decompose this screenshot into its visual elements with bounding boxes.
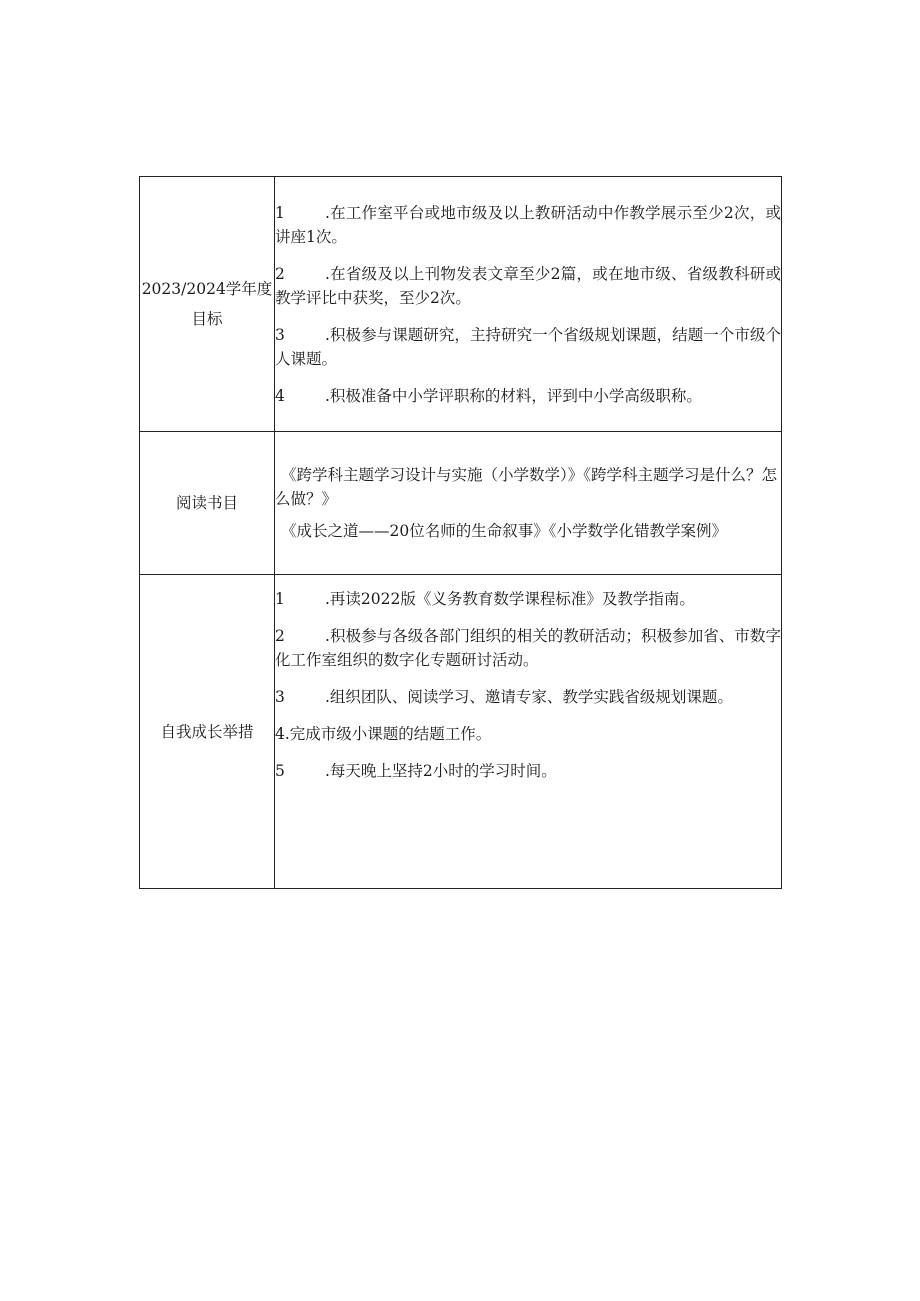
growth-row	[140, 575, 782, 889]
growth-label: 自我成长举措	[140, 575, 275, 889]
reading-label: 阅读书目	[140, 432, 275, 575]
item-number: 5	[275, 762, 285, 780]
goal-item	[275, 384, 781, 408]
goal-item	[275, 323, 781, 371]
item-number: 2	[275, 264, 285, 283]
measure-item	[275, 624, 781, 672]
item-text: .积极参与课题研究，主持研究一个省级规划课题，结题一个市级个人课题。	[275, 325, 781, 368]
book-list-line: 《跨学科主题学习设计与实施（小学数学）》《跨学科主题学习是什么？怎么做？》	[275, 466, 778, 508]
growth-content	[275, 575, 782, 889]
item-number: 1	[275, 590, 285, 608]
goal-item	[275, 201, 781, 249]
item-text: .在省级及以上刊物发表文章至少2篇，或在地市级、省级教科研或教学评比中获奖，至少2次。	[275, 264, 781, 307]
item-text: .每天晚上坚持2小时的学习时间。	[325, 762, 557, 780]
measure-item	[275, 685, 781, 709]
goal-item	[275, 262, 781, 310]
item-number: 4	[275, 386, 285, 405]
measure-item	[275, 759, 781, 783]
measure-item	[275, 587, 781, 611]
item-text: .组织团队、阅读学习、邀请专家、教学实践省级规划课题。	[325, 688, 733, 706]
goals-label: 2023/2024学年度目标	[140, 177, 275, 432]
item-text: .再读2022版《义务教育数学课程标准》及教学指南。	[325, 590, 695, 608]
measure-item	[275, 722, 781, 746]
item-text: .积极参与各级各部门组织的相关的教研活动；积极参加省、市数字化工作室组织的数字化专题研讨活动。	[275, 627, 781, 669]
item-text: 4.完成市级小课题的结题工作。	[275, 725, 492, 743]
item-number: 2	[275, 627, 285, 645]
item-text: .在工作室平台或地市级及以上教研活动中作教学展示至少2次，或讲座1次。	[275, 203, 781, 246]
item-number: 1	[275, 203, 285, 222]
item-number: 3	[275, 688, 285, 706]
reading-row	[140, 432, 782, 575]
plan-table	[139, 176, 782, 889]
book-list-line: 《成长之道——20位名师的生命叙事》《小学数学化错教学案例》	[281, 522, 727, 540]
item-number: 3	[275, 325, 285, 344]
goals-content	[275, 177, 782, 432]
item-text: .积极准备中小学评职称的材料，评到中小学高级职称。	[325, 386, 702, 405]
reading-content	[275, 432, 782, 575]
goals-row	[140, 177, 782, 432]
